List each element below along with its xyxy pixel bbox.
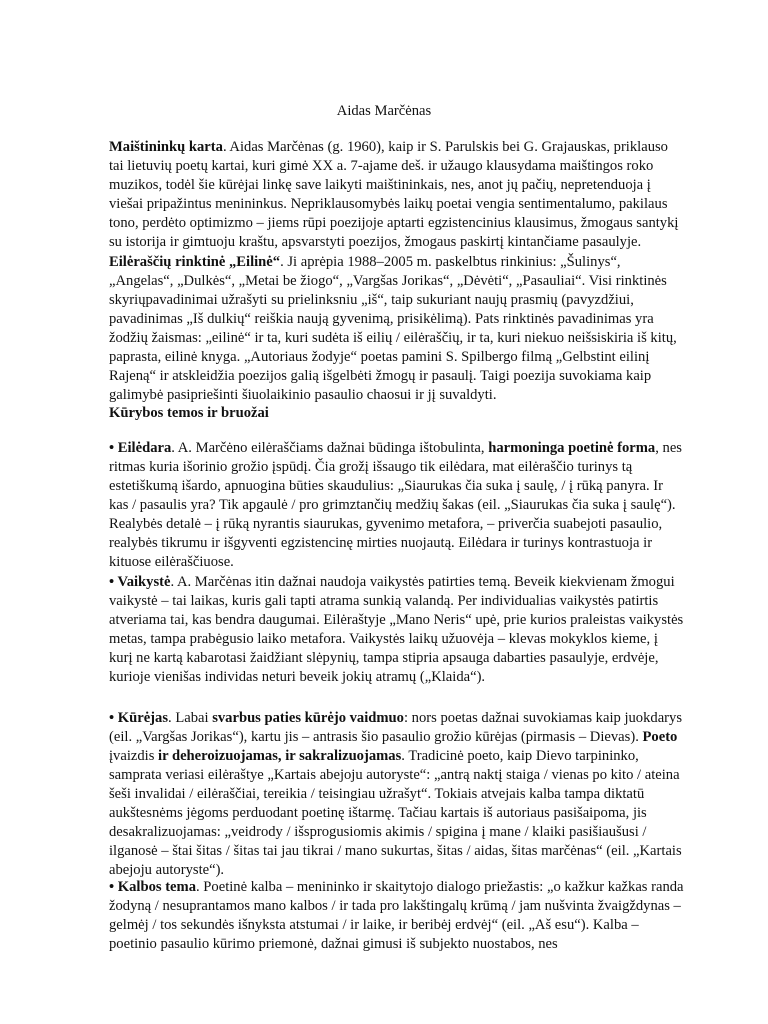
bullet-lead: • Eilėdara — [109, 440, 172, 456]
document-title: Aidas Marčėnas — [336, 103, 432, 119]
paragraph-lead: Maištininkų karta — [109, 139, 223, 155]
bullet-childhood — [109, 573, 685, 687]
bullet-text: . Poetinė kalba – menininko ir skaitytojo dialogo priežastis: „o kažkur kažkas randa žodyną / nesuprantamos mano kalbos / ir tada pro lakštingalų krūmą / jam nušvinta žvaigždynas – gelmėj / tos sekundės išnyksta atstumai / ir laike, ir beribėj erdvėj“ (eil. „Aš esu“). Kalba – poetinio pasaulio kūrimo priemonė, dažnai gimusi iš subjekto nuostabos, nes — [109, 879, 684, 952]
paragraph-generation — [109, 138, 685, 252]
bullet-text: . A. Marčėnas itin dažnai naudoja vaikystės patirties temą. Beveik kiekvienam žmogui vaikystė – tai laikas, kuris gali tapti atrama sunkią valandą. Per individualias vaikystės patirtis atveriama tai, kas bendra daugumai. Eilėraštyje „Mano Neris“ upė, prie kurios praleistas vaikystės metas, tampa prabėgusio laiko metafora. Vaikystės laikų užuovėja – klevas mokyklos kieme, į kurį ne kartą kabarotasi žaidžiant slėpynių, tampa stipria apsauga dabarties pasaulyje, erdvėje, kurioje vienišas individas neturi beveik jokių atramų („Klaida“). — [109, 574, 684, 685]
bullet-emphasis: Poeto — [642, 729, 678, 745]
bullet-language — [109, 878, 685, 954]
paragraph-lead: Eilėraščių rinktinė „Eilinė“ — [109, 254, 281, 270]
bullet-lead: • Kūrėjas — [109, 710, 169, 726]
paragraph-collection — [109, 253, 685, 405]
bullet-text: , nes ritmas kuria išorinio grožio įspūdį. Čia grožį išsaugo tik eilėdara, mat eilėraščio turinys tą estetiškumą išardo, apnuogina būties skaudulius: „Siaurukas čia suka į saulę, / į rūką panyra. Ir kas / pasaulis yra? Tik apgaulė / pro grimztančių medžių šakas (eil. „Siaurukas čia suka į saulę“). Realybės detalė – į rūką nyrantis siaurukas, gyvenimo metafora, – priverčia suabejoti pasaulio, realybės tikrumu ir išgyventi egzistencinę mirties nuojautą. Eilėdara ir turinys kontrastuoja ir kituose eilėraščiuose. — [109, 440, 682, 570]
bullet-emphasis: harmoninga poetinė forma — [488, 440, 656, 456]
bullet-lead: • Vaikystė — [109, 574, 171, 590]
bullet-text: : nors poetas dažnai suvokiamas kaip juokdarys (eil. „Vargšas Jorikas“), kartu jis – antrasis šio pasaulio grožio kūrėjas (pirmasis – Dievas). — [109, 710, 683, 745]
bullet-emphasis: ir deheroizuojamas, ir sakralizuojamas — [158, 748, 402, 764]
bullet-versification — [109, 439, 685, 572]
bullet-text: įvaizdis — [109, 748, 159, 764]
bullet-emphasis: svarbus paties kūrėjo vaidmuo — [212, 710, 404, 726]
bullet-text: . Labai — [168, 710, 213, 726]
bullet-text: . A. Marčėno eilėraščiams dažnai būdinga ištobulinta, — [171, 440, 489, 456]
section-heading: Kūrybos temos ir bruožai — [109, 405, 269, 421]
bullet-creator — [109, 709, 685, 880]
paragraph-text: . Ji aprėpia 1988–2005 m. paskelbtus rinkinius: „Šulinys“, „Angelas“, „Dulkės“, „Metai be žiogo“, „Vargšas Jorikas“, „Dėvėti“, „Pasauliai“. Visi rinktinės skyriųpavadinimai užrašyti su prielinksniu „iš“, taip sukuriant naujų prasmių (pavyzdžiui, pavadinimas „Iš dulkių“ reiškia naują gyvenimą, prisikėlimą). Pats rinktinės pavadinimas yra žodžių žaismas: „eilinė“ ir ta, kuri sudėta iš eilių / eilėraščių, ir ta, kuri niekuo neišsiskiria iš kitų, paprasta, eilinė knyga. „Autoriaus žodyje“ poetas pamini S. Spilbergo filmą „Gelbstint eilinį Rajeną“ ir atskleidžia poezijos galią išgelbėti žmogų ir pasaulį. Taigi poezija suvokiama kaip galimybė pasipriešinti šiuolaikinio pasaulio chaosui ir jį suvaldyti. — [109, 254, 677, 403]
paragraph-text: . Aidas Marčėnas (g. 1960), kaip ir S. Parulskis bei G. Grajauskas, priklauso tai lietuvių poetų kartai, kuri gimė XX a. 7-ajame deš. ir užaugo klausydama maištingos roko muzikos, todėl šie kūrėjai linkę save laikyti maištininkais, nes, anot jų pačių, nepretenduoja į viešai pripažintus menininkus. Nepriklausomybės laikų poetai vengia sentimentalumo, pakilaus tono, perdėto optimizmo – jiems rūpi poezijoje aptarti egzistencinius klausimus, žmogaus santykį su istorija ir gimtuoju kraštu, apsvarstyti poezijos, žmogaus paskirtį kintančiame pasaulyje. — [109, 139, 679, 250]
bullet-text: . Tradicinė poeto, kaip Dievo tarpininko, samprata veriasi eilėraštye „Kartais abejoju autoryste“: „antrą naktį staiga / vienas po kito / ateina šeši invalidai / eilėraščiai, tereikia / teisingiau užrašyt“. Tokiais atvejais kalba tampa diktatū aukštesnėms jėgoms perduodant poetinę ištarmę. Tačiau kartais iš autoriaus pasišaipoma, jis desakralizuojamas: „veidrody / išsprogusiomis akimis / spigina į mane / klaiki pasišiaušusi / ilganosė – štai šitas / šitas tai jau tikrai / mano sukurtas, šitas / aidas, šitas marčėnas“ (eil. „Kartais abejoju autoryste“). — [109, 748, 682, 878]
bullet-lead: • Kalbos tema — [109, 879, 196, 895]
